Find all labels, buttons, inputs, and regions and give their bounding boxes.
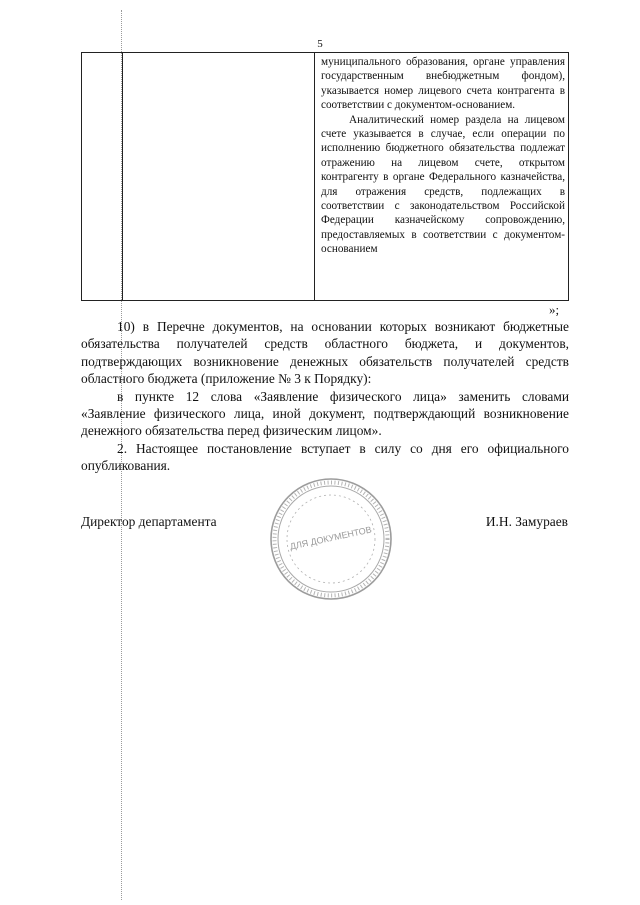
body-paragraph-item-10-detail: в пункте 12 слова «Заявление физического лица» заменить словами «Заявление физического лица, иной документ, подтверждающий возникновение денежного обязательства перед физическим лицом». xyxy=(81,388,569,439)
table-cell-paragraph: муниципального образования, органе управления государственным внебюджетным фондом), указывается номер лицевого счета контрагента в соответствии с документом-основанием. xyxy=(321,56,565,112)
table-cell-description xyxy=(321,55,565,257)
continuation-table xyxy=(81,52,569,301)
signatory-position: Директор департамента xyxy=(81,514,217,529)
body-paragraph-item-10: 10) в Перечне документов, на основании которых возникают бюджетные обязательства получателей средств областного бюджета, и документов, подтверждающих возникновение денежных обязательств получателей средств областного бюджета (приложение № 3 к Порядку): xyxy=(81,319,569,387)
body-paragraph-item-2: 2. Настоящее постановление вступает в силу со дня его официального опубликования. xyxy=(81,440,569,474)
closing-quote-mark: »; xyxy=(549,302,560,317)
stamp-text: ДЛЯ ДОКУМЕНТОВ xyxy=(289,524,373,552)
page-number: 5 xyxy=(317,38,323,50)
official-stamp xyxy=(268,476,394,602)
document-body xyxy=(81,318,569,475)
table-cell-paragraph: Аналитический номер раздела на лицевом счете указывается в случае, если операции по исполнению бюджетного обязательства подлежат отражению на лицевом счете, открытом контрагенту в органе Федерального казначейства, для отражения средств, подлежащих в соответствии с законодательством Российской Федерации казначейскому сопровождению, предоставляемых в соответствии с документом-основанием xyxy=(321,113,565,256)
signatory-name: И.Н. Замураев xyxy=(485,514,568,529)
table-column-divider xyxy=(314,53,315,300)
table-column-divider xyxy=(122,53,123,300)
